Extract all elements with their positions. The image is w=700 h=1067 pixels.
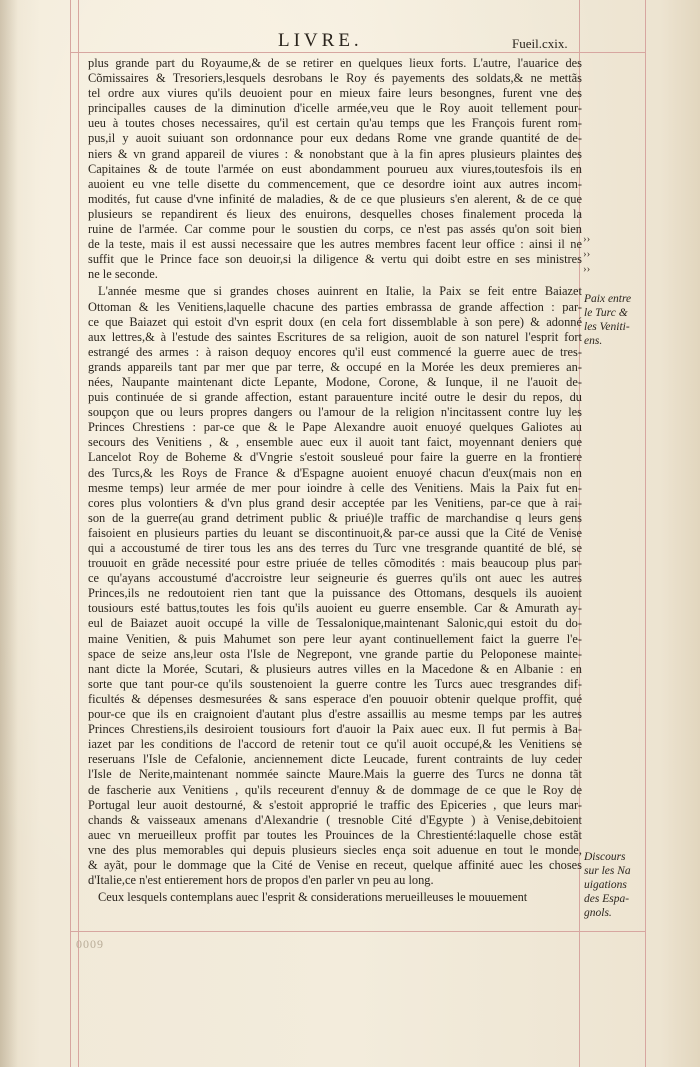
text-line: d'Italie,ce n'est entierement hors de propos d'en parler vn peu au long. — [88, 873, 434, 888]
text-line: ne le seconde. — [88, 267, 158, 282]
text-line: iazet par les conditions de l'accord de retenir tout ce qu'il auoit occupé,& les Venitiens se — [88, 737, 582, 752]
frame-rule-top — [70, 52, 645, 53]
binding-shadow — [0, 0, 18, 1067]
frame-rule-right-margin — [645, 0, 646, 1067]
body-text — [88, 56, 582, 905]
margin-note-line: les Veniti- — [584, 321, 630, 333]
text-line: Ceux lesquels contemplans auec l'esprit & considerations merueilleuses le mouuement — [98, 890, 528, 905]
text-line: eul de Baiazet auoit occupé la ville de Tessalonique,maintenant Salonic,qui estoit du do- — [88, 616, 582, 631]
margin-note-line: ens. — [584, 335, 603, 347]
text-line: Cõmissaires & Tresoriers,lesquels desrobans le Roy és payements des soldats,& ne mettãs — [88, 71, 582, 86]
text-line: vne des plus memorables qui depuis plusieurs siecles ença soit aduenue en tout le monde, — [88, 842, 582, 857]
text-line: grands appareils tant par mer que par terre, & occupé en la Morée les deux premieres an- — [88, 359, 582, 374]
text-line: Capitaines & de toute l'armée on eust abondamment pourueu aux viures,toutesfois ils en — [88, 161, 582, 176]
text-line: Princes Chrestiens,ils desiroient tousiours fort d'auoir la Paix auec eux. Il fut permis à Ba- — [88, 722, 582, 737]
text-line: plusieurs se repandirent és lieux des enuirons, desquelles choses finalement proceda la — [88, 206, 582, 221]
text-line: auec vn merueilleux proffit par toutes les Prouinces de la Chrestienté:laquelle chose estãt — [88, 827, 582, 842]
text-line: Princes,ils ne redoutoient rien tant que la puissance des Ottomans, desquels ils auoient — [88, 586, 582, 601]
text-line: ce que Baiazet qui estoit d'vn esprit doux (en cela fort dissemblable à son pere) & adonné — [88, 314, 582, 329]
text-line: space de seize ans,leur osta l'Isle de Negrepont, vne grande partie du Peloponese mainte- — [88, 646, 582, 661]
text-line: nant dicte la Morée, Scutari, & plusieurs autres villes en la Macedone & en Albanie : en — [88, 661, 582, 676]
text-line: secours des Venitiens , & , ensemble auec eux il auoit tant faict, moyennant deniers que — [88, 435, 582, 450]
margin-note-paix — [584, 292, 640, 348]
text-line: Ottoman & les Venitiens,laquelle chacune des parties embrassa de grande affection : par- — [88, 299, 582, 314]
text-line: de fascherie aux Venitiens , qu'ils receurent d'ennuy & de dommage de ce que le Roy de — [88, 782, 582, 797]
text-line: ce qu'ayans accoustumé d'accroistre leur seigneurie és guerres qu'ils ont auec les autres — [88, 571, 582, 586]
text-line: qui a accoustumé de tirer tous les ans des terres du Turc vne tresgrande quantité de blé, se — [88, 541, 582, 555]
text-line: & ayãt, pour le dommage que la Cité de Venise en receut, quelque affinité auec les choses — [88, 857, 582, 872]
frame-rule-bottom — [70, 931, 645, 932]
text-line: Portugal leur auoit destourné, & s'estoit approprié le traffic des Epiceries , que leurs mar- — [88, 797, 582, 812]
text-line: niers & vn grand appareil de viures : & nonobstant que à la fin apres plusieurs plaintes des — [88, 146, 582, 161]
text-line: puis continuée de si grande affection, estant parauenture incité outre le desir du repos, du — [88, 390, 582, 405]
quote-mark: ›› — [583, 263, 591, 275]
text-line: reseruans l'Isle de Cefalonie, anciennement dicte Leucade, furent contraints de luy ceder — [88, 752, 582, 767]
text-line: faisoient en plusieurs parties du leuant se discontinuoit,& par-ce aussi que la Cité de Venise — [88, 525, 582, 540]
frame-rule-left-inner — [78, 0, 79, 1067]
margin-note-line: Paix entre — [584, 293, 632, 305]
text-line: principalles causes de la diminution d'icelle armée,veu que le Roy auoit tellement pour- — [88, 101, 582, 116]
ghost-mark: 0009 — [76, 937, 104, 951]
quote-mark: ›› — [583, 233, 591, 245]
text-line: modités, fut cause d'vne infinité de maladies, & de ce que plusieurs s'en alerent, & de ce que — [88, 191, 582, 206]
text-line: cores plus volontiers & d'vn plus grand desir acceptée par les Venitiens, par-ce que à rai- — [88, 495, 582, 510]
text-line: ruine de l'armée. Car comme pour le soustien du corps, ce n'est pas assés qu'on soit bien — [88, 222, 582, 237]
text-line: trouuoit en grãde necessité pour estre priuée de telles cõmodités : mais beaucoup plus par- — [88, 556, 582, 571]
text-line: aux lettres,& à l'estude des saintes Escritures de sa religion, auoit de son naturel l'esprit fort — [88, 329, 582, 344]
quote-mark: ›› — [583, 248, 591, 260]
text-line: des Turcs,& les Roys de France & d'Espagne auoient enuoyé chacun d'eux(mais non en — [88, 465, 582, 480]
frame-rule-left-outer — [70, 0, 71, 1067]
text-line: estrangé des armes : à raison dequoy encores qu'il eust commencé la guerre auec de tres- — [88, 344, 582, 359]
text-line: L'année mesme que si grandes choses auinrent en Italie, la Paix se feit entre Baiazet — [98, 284, 582, 299]
text-line: l'Isle de Nerite,maintenant nommée saincte Maure.Mais la guerre des Turcs ne donna tãt — [88, 767, 582, 782]
text-line: soupçon que ou leurs propres dangers ou l'amour de la religion n'incitassent contre luy les — [88, 405, 582, 420]
text-line: suffit que le Prince face son deuoir,si la diligence & vertu qui doibt estre en ses ministres — [88, 252, 582, 267]
margin-note-line: des Espa- — [584, 893, 630, 905]
text-line: tousiours esté battus,toutes les fois qu'ils auoient eu guerre ensemble. Car & Amurath ay- — [88, 601, 582, 616]
text-line: ueu à toutes choses necessaires, qu'il est certain qu'au temps que les François furent rom- — [88, 116, 582, 131]
text-line: chands & vaisseaux amenans d'Alexandrie ( tresnoble Cité d'Egypte ) à Venise,debitoient — [88, 812, 582, 827]
margin-note-discours — [584, 850, 640, 920]
text-line: plus grande part du Royaume,& de se retirer en quelques lieux forts. L'autre, l'auarice des — [88, 56, 582, 70]
text-line: pour-ce que ils en craignoient d'autant plus d'estre assaillis au mesme temps par les autres — [88, 707, 582, 722]
text-line: auoient eu vne telle disette du commencement, que ce desordre ioint aux autres incom- — [88, 176, 582, 191]
text-line: ficultés & dépenses desmesurées & sans esperace d'en pouuoir obtenir quelque proffit, qué — [88, 691, 582, 706]
margin-note-line: uigations — [584, 879, 627, 891]
margin-note-line: le Turc & — [584, 307, 628, 319]
text-line: pus,il y auoit suiuant son ordonnance pour eux dedans Rome vne grande quantité de de- — [88, 131, 582, 146]
text-line: nées, Naupante maintenant dicte Lepante, Modone, Corone, & Iunque, il ne l'auoit de- — [88, 374, 582, 389]
text-line: sorte que tant pour-ce qu'ils soustenoient la guerre contre les Turcs auec tresgrandes dif- — [88, 676, 582, 691]
text-line: maine Venitien, & puis Mahumet son pere leur ayant continuellement faict la guerre l'e- — [88, 631, 582, 646]
text-line: son de la guerre(au grand detriment public & priué)le traffic de marchandise q leurs gens — [88, 510, 582, 525]
margin-note-line: sur les Na — [584, 865, 631, 877]
text-line: tel ordre aux viures qu'ils deuoient pour en mieux faire leurs besongnes, furent vne des — [88, 86, 582, 101]
margin-note-line: Discours — [584, 851, 626, 863]
text-line: Lancelot Roy de Boheme & d'Vngrie s'estoit sousleué pour faire la guerre en la frontiere — [88, 450, 582, 465]
text-line: mesme temps) leur armée de mer pour ioindre à celle des Venitiens. Mais la Paix fut en- — [88, 480, 582, 495]
folio-number: Fueil.cxix. — [512, 36, 568, 51]
margin-note-line: gnols. — [584, 907, 612, 919]
running-head: LIVRE. — [278, 30, 363, 51]
text-line: de la teste, mais il est aussi necessaire que les autres membres facent leur office : ainsi il ne — [88, 237, 582, 252]
text-line: Princes Chrestiens : par-ce que & le Pape Alexandre auoit enuoyé quelques Galiotes au — [88, 420, 582, 435]
